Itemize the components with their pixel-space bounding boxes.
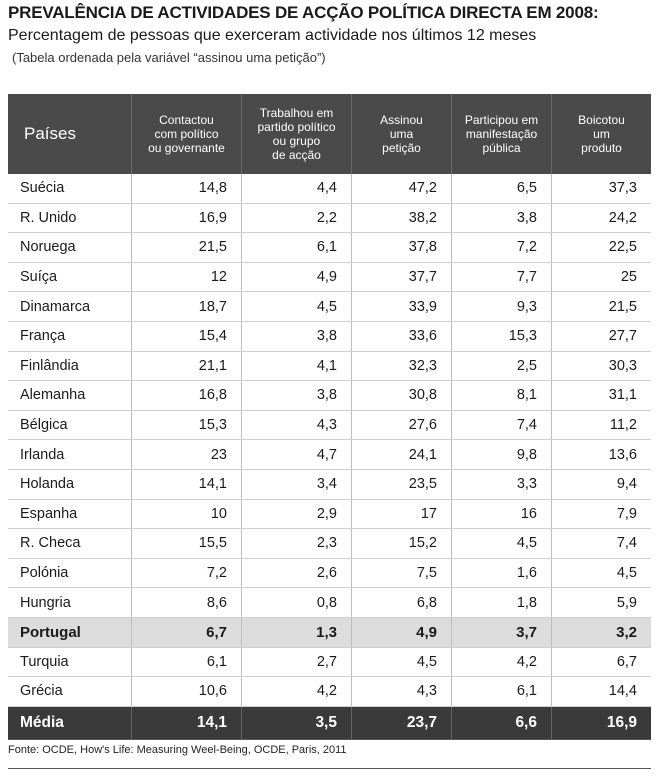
column-header-line: Boicotou bbox=[578, 113, 625, 127]
value-cell: 3,8 bbox=[241, 322, 351, 351]
value-cell: 14,8 bbox=[131, 174, 241, 203]
value-cell: 0,8 bbox=[241, 588, 351, 617]
value-cell: 16,9 bbox=[551, 707, 651, 739]
value-cell: 21,5 bbox=[131, 233, 241, 262]
value-cell: 15,3 bbox=[451, 322, 551, 351]
country-cell: Hungria bbox=[20, 594, 71, 611]
column-header-line: uma bbox=[389, 127, 414, 141]
table-row-average bbox=[8, 707, 651, 739]
column-header-line: ou grupo bbox=[272, 134, 321, 148]
column-header-line: um bbox=[593, 127, 610, 141]
value-cell: 2,7 bbox=[241, 648, 351, 677]
value-cell: 3,7 bbox=[451, 618, 551, 647]
value-cell: 1,6 bbox=[451, 559, 551, 588]
country-cell: Média bbox=[20, 713, 64, 731]
value-cell: 14,1 bbox=[131, 707, 241, 739]
value-cell: 6,1 bbox=[241, 233, 351, 262]
table-row bbox=[8, 648, 651, 678]
table-header bbox=[8, 94, 651, 174]
value-cell: 30,8 bbox=[351, 381, 451, 410]
table-body bbox=[8, 174, 651, 739]
value-cell: 33,9 bbox=[351, 292, 451, 321]
column-header-line: manifestação bbox=[465, 127, 538, 141]
column-header bbox=[551, 94, 651, 174]
table-row bbox=[8, 529, 651, 559]
table-row bbox=[8, 263, 651, 293]
value-cell: 16 bbox=[451, 500, 551, 529]
value-cell: 7,5 bbox=[351, 559, 451, 588]
column-header bbox=[241, 94, 351, 174]
value-cell: 4,9 bbox=[241, 263, 351, 292]
column-header-line: produto bbox=[581, 141, 622, 155]
country-cell: Irlanda bbox=[20, 446, 65, 463]
column-header-line: Participou em bbox=[464, 113, 539, 127]
value-cell: 3,8 bbox=[451, 204, 551, 233]
country-cell: Espanha bbox=[20, 505, 78, 522]
country-cell: Finlândia bbox=[20, 357, 79, 374]
value-cell: 7,7 bbox=[451, 263, 551, 292]
value-cell: 8,1 bbox=[451, 381, 551, 410]
value-cell: 9,8 bbox=[451, 440, 551, 469]
value-cell: 7,4 bbox=[551, 529, 651, 558]
value-cell: 24,1 bbox=[351, 440, 451, 469]
table-row-highlight bbox=[8, 618, 651, 648]
country-cell: R. Unido bbox=[20, 209, 77, 226]
column-header-line: Países bbox=[24, 124, 76, 143]
value-cell: 7,4 bbox=[451, 411, 551, 440]
value-cell: 21,5 bbox=[551, 292, 651, 321]
table-row bbox=[8, 204, 651, 234]
value-cell: 30,3 bbox=[551, 352, 651, 381]
value-cell: 4,4 bbox=[241, 174, 351, 203]
value-cell: 18,7 bbox=[131, 292, 241, 321]
country-cell: Turquia bbox=[20, 653, 69, 670]
value-cell: 9,4 bbox=[551, 470, 651, 499]
value-cell: 37,3 bbox=[551, 174, 651, 203]
value-cell: 3,2 bbox=[551, 618, 651, 647]
value-cell: 16,9 bbox=[131, 204, 241, 233]
value-cell: 10 bbox=[131, 500, 241, 529]
table-row bbox=[8, 588, 651, 618]
column-header-line: Contactou bbox=[159, 113, 214, 127]
chart-subtitle: Percentagem de pessoas que exerceram actividade nos últimos 12 meses bbox=[8, 27, 537, 44]
value-cell: 16,8 bbox=[131, 381, 241, 410]
column-header-line: com político bbox=[154, 127, 219, 141]
value-cell: 23 bbox=[131, 440, 241, 469]
value-cell: 13,6 bbox=[551, 440, 651, 469]
table-row bbox=[8, 292, 651, 322]
value-cell: 27,6 bbox=[351, 411, 451, 440]
column-header-line: petição bbox=[382, 141, 421, 155]
bottom-rule bbox=[8, 739, 651, 740]
value-cell: 37,8 bbox=[351, 233, 451, 262]
value-cell: 15,5 bbox=[131, 529, 241, 558]
value-cell: 3,3 bbox=[451, 470, 551, 499]
value-cell: 4,3 bbox=[351, 677, 451, 706]
value-cell: 4,7 bbox=[241, 440, 351, 469]
value-cell: 10,6 bbox=[131, 677, 241, 706]
value-cell: 4,1 bbox=[241, 352, 351, 381]
value-cell: 7,2 bbox=[131, 559, 241, 588]
value-cell: 12 bbox=[131, 263, 241, 292]
value-cell: 4,3 bbox=[241, 411, 351, 440]
column-header-line: de acção bbox=[272, 148, 321, 162]
footer-rule bbox=[8, 768, 651, 769]
value-cell: 2,5 bbox=[451, 352, 551, 381]
data-table bbox=[8, 94, 651, 739]
value-cell: 25 bbox=[551, 263, 651, 292]
country-cell: Dinamarca bbox=[20, 298, 91, 315]
table-row bbox=[8, 559, 651, 589]
value-cell: 4,5 bbox=[451, 529, 551, 558]
country-cell: Portugal bbox=[20, 623, 81, 641]
value-cell: 38,2 bbox=[351, 204, 451, 233]
table-sort-note: (Tabela ordenada pela variável “assinou uma petição”) bbox=[12, 50, 326, 65]
value-cell: 31,1 bbox=[551, 381, 651, 410]
value-cell: 2,6 bbox=[241, 559, 351, 588]
country-cell: R. Checa bbox=[20, 535, 81, 552]
value-cell: 5,9 bbox=[551, 588, 651, 617]
country-cell: Suécia bbox=[20, 180, 65, 197]
table-row bbox=[8, 500, 651, 530]
country-cell: Bélgica bbox=[20, 417, 68, 434]
column-header bbox=[8, 94, 131, 174]
value-cell: 1,8 bbox=[451, 588, 551, 617]
column-header-line: Trabalhou em bbox=[259, 106, 334, 120]
value-cell: 11,2 bbox=[551, 411, 651, 440]
value-cell: 6,1 bbox=[451, 677, 551, 706]
table-row bbox=[8, 174, 651, 204]
value-cell: 22,5 bbox=[551, 233, 651, 262]
value-cell: 3,5 bbox=[241, 707, 351, 739]
value-cell: 14,4 bbox=[551, 677, 651, 706]
country-cell: França bbox=[20, 328, 66, 345]
value-cell: 4,2 bbox=[241, 677, 351, 706]
country-cell: Grécia bbox=[20, 683, 63, 700]
column-header bbox=[451, 94, 551, 174]
value-cell: 6,7 bbox=[551, 648, 651, 677]
value-cell: 6,1 bbox=[131, 648, 241, 677]
column-header bbox=[131, 94, 241, 174]
table-row bbox=[8, 470, 651, 500]
value-cell: 6,5 bbox=[451, 174, 551, 203]
value-cell: 4,5 bbox=[241, 292, 351, 321]
value-cell: 23,7 bbox=[351, 707, 451, 739]
table-row bbox=[8, 411, 651, 441]
value-cell: 23,5 bbox=[351, 470, 451, 499]
country-cell: Alemanha bbox=[20, 387, 86, 404]
source-note: Fonte: OCDE, How's Life: Measuring Weel-Being, OCDE, Paris, 2011 bbox=[8, 744, 347, 756]
table-row bbox=[8, 381, 651, 411]
column-header bbox=[351, 94, 451, 174]
value-cell: 7,2 bbox=[451, 233, 551, 262]
value-cell: 15,4 bbox=[131, 322, 241, 351]
column-header-line: partido político bbox=[257, 120, 336, 134]
value-cell: 8,6 bbox=[131, 588, 241, 617]
value-cell: 14,1 bbox=[131, 470, 241, 499]
value-cell: 4,2 bbox=[451, 648, 551, 677]
value-cell: 3,8 bbox=[241, 381, 351, 410]
value-cell: 15,3 bbox=[131, 411, 241, 440]
value-cell: 2,2 bbox=[241, 204, 351, 233]
value-cell: 6,8 bbox=[351, 588, 451, 617]
country-cell: Holanda bbox=[20, 476, 75, 493]
column-header-line: pública bbox=[482, 141, 521, 155]
table-row bbox=[8, 322, 651, 352]
value-cell: 24,2 bbox=[551, 204, 651, 233]
table-row bbox=[8, 677, 651, 707]
column-header-line: Assinou bbox=[380, 113, 423, 127]
value-cell: 37,7 bbox=[351, 263, 451, 292]
value-cell: 4,5 bbox=[551, 559, 651, 588]
table-row bbox=[8, 352, 651, 382]
value-cell: 17 bbox=[351, 500, 451, 529]
value-cell: 15,2 bbox=[351, 529, 451, 558]
table-row bbox=[8, 233, 651, 263]
value-cell: 33,6 bbox=[351, 322, 451, 351]
country-cell: Polónia bbox=[20, 565, 69, 582]
value-cell: 47,2 bbox=[351, 174, 451, 203]
value-cell: 2,3 bbox=[241, 529, 351, 558]
value-cell: 27,7 bbox=[551, 322, 651, 351]
country-cell: Noruega bbox=[20, 239, 76, 256]
value-cell: 21,1 bbox=[131, 352, 241, 381]
chart-title: PREVALÊNCIA DE ACTIVIDADES DE ACÇÃO POLÍTICA DIRECTA EM 2008: bbox=[8, 3, 599, 22]
value-cell: 4,5 bbox=[351, 648, 451, 677]
value-cell: 4,9 bbox=[351, 618, 451, 647]
value-cell: 1,3 bbox=[241, 618, 351, 647]
value-cell: 6,6 bbox=[451, 707, 551, 739]
country-cell: Suíça bbox=[20, 269, 58, 286]
value-cell: 9,3 bbox=[451, 292, 551, 321]
value-cell: 7,9 bbox=[551, 500, 651, 529]
table-row bbox=[8, 440, 651, 470]
value-cell: 3,4 bbox=[241, 470, 351, 499]
value-cell: 32,3 bbox=[351, 352, 451, 381]
column-header-line: ou governante bbox=[148, 141, 225, 155]
value-cell: 2,9 bbox=[241, 500, 351, 529]
value-cell: 6,7 bbox=[131, 618, 241, 647]
